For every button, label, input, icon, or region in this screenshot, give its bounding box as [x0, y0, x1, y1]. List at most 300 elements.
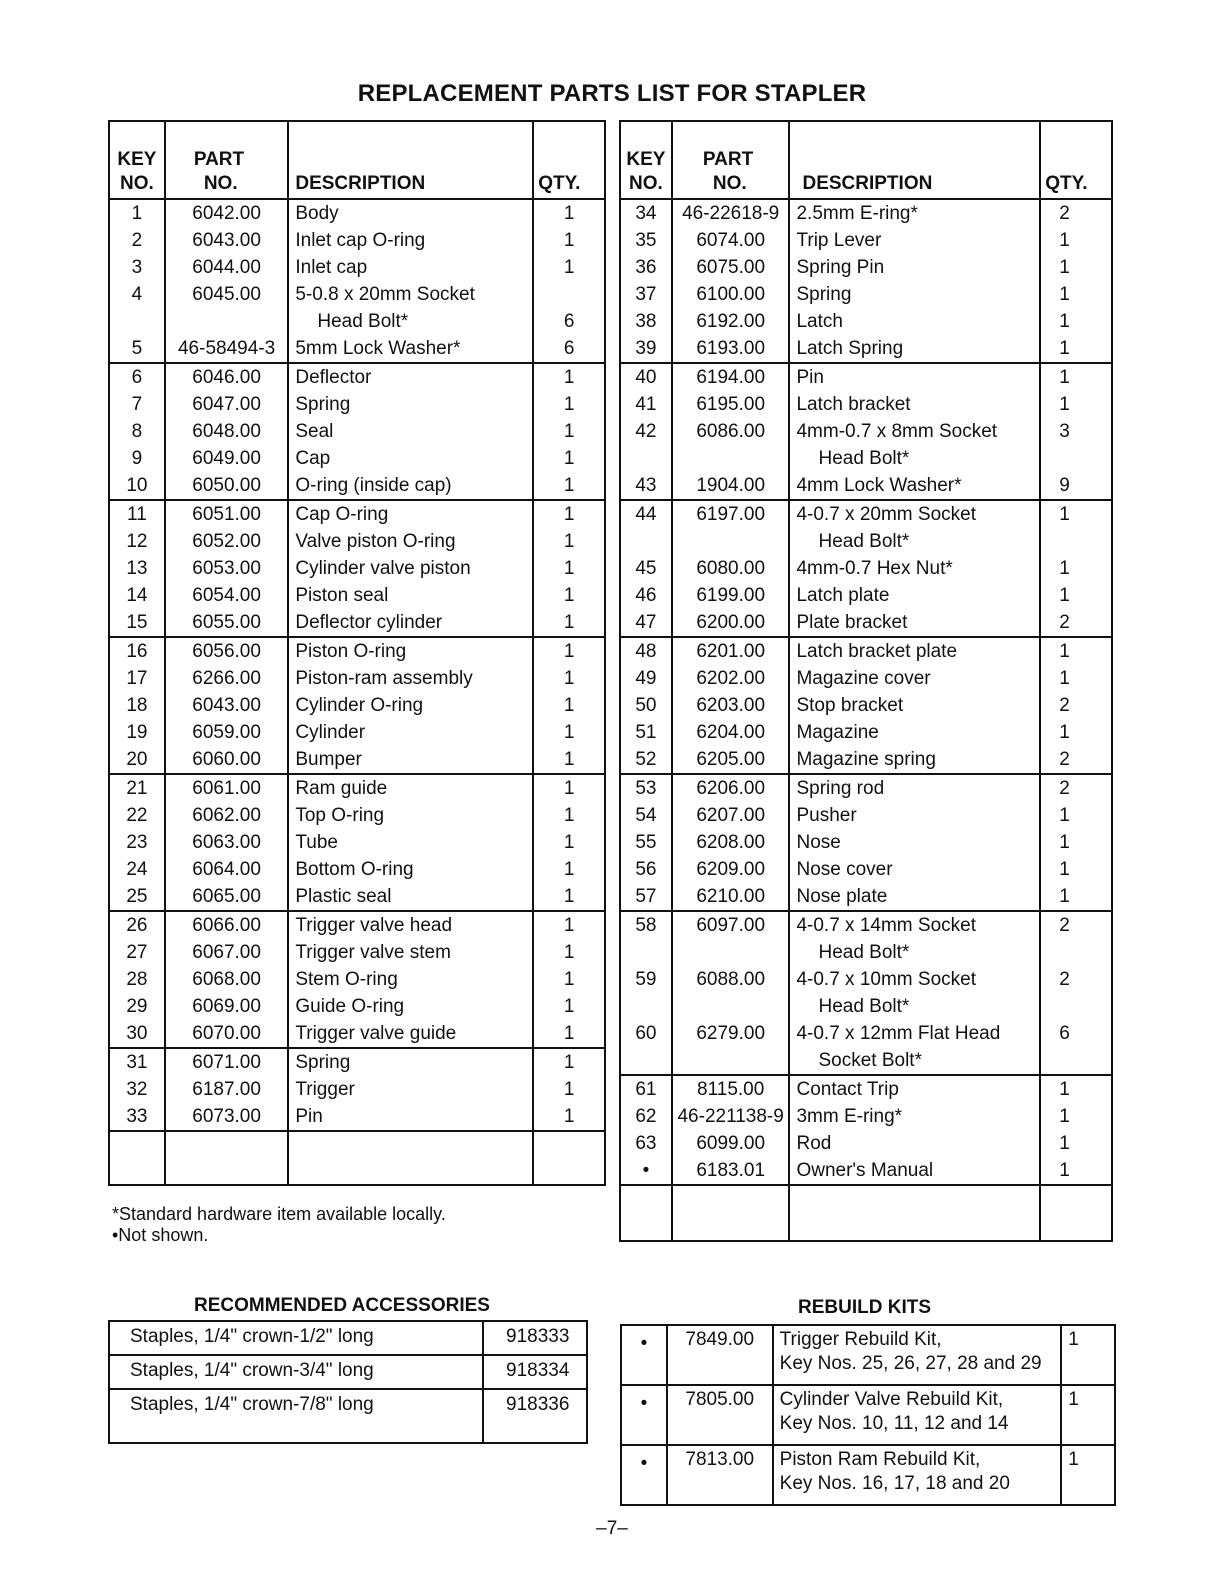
quantity: 1 [1040, 254, 1112, 281]
quantity: 1 [1040, 391, 1112, 418]
quantity: 1 [533, 829, 605, 856]
key-number: 44 [620, 500, 672, 555]
accessory-part-number: 918334 [483, 1355, 587, 1389]
quantity: 2 [1040, 692, 1112, 719]
description-text: Bumper [295, 749, 362, 770]
part-number: 6061.00 [165, 774, 289, 802]
part-number: 6187.00 [165, 1076, 289, 1103]
description-text: Spring [295, 1052, 351, 1073]
description-text: Plate bracket [796, 612, 908, 633]
key-number: 20 [109, 746, 165, 774]
accessory-part-number: 918333 [483, 1321, 587, 1355]
quantity: 2 [1040, 966, 1112, 1020]
part-number: 6193.00 [672, 335, 790, 363]
part-description [288, 665, 533, 692]
part-number: 6195.00 [672, 391, 790, 418]
quantity: 1 [533, 1048, 605, 1076]
part-description [789, 1103, 1040, 1130]
key-number: 46 [620, 582, 672, 609]
kit-name: Trigger Rebuild Kit, [779, 1329, 942, 1350]
description-text: Body [295, 203, 339, 224]
part-description [789, 1020, 1040, 1075]
table-row [620, 199, 1112, 227]
quantity: 2 [1040, 911, 1112, 966]
part-number: 6051.00 [165, 500, 289, 528]
rebuild-kits-table [620, 1324, 1116, 1506]
part-description [288, 1020, 533, 1048]
part-description [789, 883, 1040, 911]
quantity: 1 [533, 1076, 605, 1103]
part-description [789, 254, 1040, 281]
rebuild-kits-heading: REBUILD KITS [798, 1297, 931, 1318]
kit-key-numbers: Key Nos. 25, 26, 27, 28 and 29 [779, 1353, 1042, 1374]
part-number: 6201.00 [672, 637, 790, 665]
key-number: 33 [109, 1103, 165, 1131]
description-text: Trip Lever [796, 230, 882, 251]
part-number: 6073.00 [165, 1103, 289, 1131]
quantity: 2 [1040, 774, 1112, 802]
key-header: KEY NO. [620, 121, 672, 199]
key-header: KEY NO. [109, 121, 165, 199]
description-header: DESCRIPTION [789, 121, 1040, 199]
key-number: • [620, 1157, 672, 1185]
key-number: 7 [109, 391, 165, 418]
table-row [109, 1076, 605, 1103]
quantity: 1 [533, 746, 605, 774]
part-number: 6183.01 [672, 1157, 790, 1185]
quantity: 1 [1040, 281, 1112, 308]
key-number: 23 [109, 829, 165, 856]
key-number: 38 [620, 308, 672, 335]
key-number: 43 [620, 472, 672, 500]
key-number: 24 [109, 856, 165, 883]
part-number: 6064.00 [165, 856, 289, 883]
part-number: 6202.00 [672, 665, 790, 692]
key-number: 19 [109, 719, 165, 746]
part-description [789, 308, 1040, 335]
quantity: 1 [1040, 227, 1112, 254]
part-description [288, 445, 533, 472]
table-row [109, 555, 605, 582]
description-continuation: Head Bolt* [317, 311, 409, 332]
accessories-table [108, 1320, 588, 1444]
part-number: 6071.00 [165, 1048, 289, 1076]
accessory-description: Staples, 1/4" crown-7/8" long [130, 1394, 374, 1415]
quantity: 1 [1040, 335, 1112, 363]
table-row [620, 582, 1112, 609]
part-description [288, 254, 533, 281]
key-number: 49 [620, 665, 672, 692]
part-number: 6043.00 [165, 692, 289, 719]
key-number: 18 [109, 692, 165, 719]
quantity: 1 [1040, 665, 1112, 692]
rebuild-kit-row [621, 1445, 1115, 1505]
quantity: 1 [1040, 856, 1112, 883]
accessory-part-number: 918336 [483, 1389, 587, 1443]
description-text: Spring [295, 394, 351, 415]
part-description [789, 1075, 1040, 1103]
table-row [620, 746, 1112, 774]
part-number: 6045.00 [165, 281, 289, 335]
part-number: 6069.00 [165, 993, 289, 1020]
description-text: Tube [295, 832, 338, 853]
table-row [620, 802, 1112, 829]
part-description [789, 555, 1040, 582]
part-number: 6054.00 [165, 582, 289, 609]
key-number: 42 [620, 418, 672, 472]
quantity: 1 [533, 363, 605, 391]
part-number: 6279.00 [672, 1020, 790, 1075]
key-number: 52 [620, 746, 672, 774]
part-number: 6049.00 [165, 445, 289, 472]
table-row [620, 555, 1112, 582]
quantity: 1 [533, 528, 605, 555]
table-row [620, 609, 1112, 637]
key-number: 26 [109, 911, 165, 939]
part-description [288, 746, 533, 774]
part-description [789, 227, 1040, 254]
part-number: 6042.00 [165, 199, 289, 227]
parts-table-right [619, 120, 1113, 1242]
description-text: 4-0.7 x 20mm Socket [796, 504, 976, 525]
description-text: Seal [295, 421, 334, 442]
description-text: Cylinder [295, 722, 366, 743]
key-number: 41 [620, 391, 672, 418]
page-title: REPLACEMENT PARTS LIST FOR STAPLER [357, 80, 867, 107]
quantity: 1 [533, 1020, 605, 1048]
table-row [109, 281, 605, 335]
table-row [109, 856, 605, 883]
part-description [789, 665, 1040, 692]
part-description [288, 1103, 533, 1131]
key-number: 2 [109, 227, 165, 254]
description-text: O-ring (inside cap) [295, 475, 452, 496]
description-text: Trigger valve guide [295, 1023, 457, 1044]
table-row [620, 1103, 1112, 1130]
part-number: 6208.00 [672, 829, 790, 856]
key-number: 29 [109, 993, 165, 1020]
accessories-heading: RECOMMENDED ACCESSORIES [194, 1295, 490, 1316]
part-number: 6197.00 [672, 500, 790, 555]
part-description [288, 281, 533, 335]
part-description [789, 609, 1040, 637]
description-text: Latch bracket plate [796, 641, 958, 662]
table-row [109, 993, 605, 1020]
part-number: 6207.00 [672, 802, 790, 829]
part-description [789, 692, 1040, 719]
part-number: 6210.00 [672, 883, 790, 911]
table-row [109, 911, 605, 939]
description-text: Inlet cap [295, 257, 368, 278]
part-number: 6052.00 [165, 528, 289, 555]
table-row [109, 829, 605, 856]
empty-cell [288, 1131, 533, 1185]
table-row [109, 746, 605, 774]
description-text: Valve piston O-ring [295, 531, 456, 552]
quantity: 1 [533, 911, 605, 939]
description-continuation: Socket Bolt* [818, 1050, 922, 1071]
part-number: 6048.00 [165, 418, 289, 445]
quantity: 1 [1040, 719, 1112, 746]
description-text: 3mm E-ring* [796, 1106, 903, 1127]
part-description [789, 856, 1040, 883]
description-text: Cylinder O-ring [295, 695, 424, 716]
description-text: Cap [295, 448, 331, 469]
part-description [789, 911, 1040, 966]
key-number: 16 [109, 637, 165, 665]
table-row [109, 939, 605, 966]
part-description [789, 746, 1040, 774]
table-row [620, 856, 1112, 883]
table-row [620, 227, 1112, 254]
part-number: 46-221138-9 [672, 1103, 790, 1130]
part-description [789, 774, 1040, 802]
part-number: 6206.00 [672, 774, 790, 802]
description-text: Piston-ram assembly [295, 668, 473, 689]
part-description [288, 582, 533, 609]
table-row [109, 418, 605, 445]
description-text: 4-0.7 x 10mm Socket [796, 969, 976, 990]
quantity: 1 [533, 665, 605, 692]
key-number: 57 [620, 883, 672, 911]
key-number: 48 [620, 637, 672, 665]
part-description [288, 528, 533, 555]
quantity: 2 [1040, 746, 1112, 774]
quantity: 1 [1040, 637, 1112, 665]
key-number: 3 [109, 254, 165, 281]
table-spacer-row [620, 1185, 1112, 1241]
description-text: Trigger valve head [295, 915, 453, 936]
empty-cell [672, 1185, 790, 1241]
part-description [288, 637, 533, 665]
description-text: Ram guide [295, 778, 388, 799]
kit-name: Piston Ram Rebuild Kit, [779, 1449, 981, 1470]
part-description [288, 692, 533, 719]
key-number: 5 [109, 335, 165, 363]
part-number: 6062.00 [165, 802, 289, 829]
quantity: 1 [533, 883, 605, 911]
key-number: 34 [620, 199, 672, 227]
description-text: Pusher [796, 805, 857, 826]
table-row [109, 472, 605, 500]
key-number: 11 [109, 500, 165, 528]
description-continuation: Head Bolt* [818, 531, 910, 552]
quantity: 1 [533, 500, 605, 528]
table-row [109, 335, 605, 363]
quantity: 1 [533, 418, 605, 445]
description-text: Pin [295, 1106, 323, 1127]
part-header: PART NO. [672, 121, 790, 199]
part-number: 6266.00 [165, 665, 289, 692]
description-text: Piston O-ring [295, 641, 407, 662]
part-description [288, 774, 533, 802]
key-number: 4 [109, 281, 165, 335]
key-number: 54 [620, 802, 672, 829]
description-text: Deflector [295, 367, 372, 388]
key-number: 55 [620, 829, 672, 856]
description-text: 4mm-0.7 x 8mm Socket [796, 421, 998, 442]
part-number: 6205.00 [672, 746, 790, 774]
accessory-row [109, 1389, 587, 1443]
part-description [789, 1157, 1040, 1185]
quantity: 1 [533, 391, 605, 418]
kit-description [773, 1445, 1062, 1505]
table-row [620, 966, 1112, 1020]
table-row [109, 966, 605, 993]
quantity: 1 [533, 692, 605, 719]
part-description [288, 199, 533, 227]
description-text: Latch plate [796, 585, 890, 606]
quantity: 1 [1040, 829, 1112, 856]
table-row [620, 829, 1112, 856]
key-number: 60 [620, 1020, 672, 1075]
description-text: Top O-ring [295, 805, 385, 826]
table-row [620, 637, 1112, 665]
key-number: 63 [620, 1130, 672, 1157]
accessory-description: Staples, 1/4" crown-1/2" long [109, 1321, 483, 1355]
description-text: 5-0.8 x 20mm Socket [295, 284, 475, 305]
part-header: PART NO. [165, 121, 289, 199]
part-number: 6100.00 [672, 281, 790, 308]
description-header: DESCRIPTION [288, 121, 533, 199]
part-number: 6046.00 [165, 363, 289, 391]
description-text: 4-0.7 x 14mm Socket [796, 915, 976, 936]
part-description [288, 966, 533, 993]
table-row [109, 719, 605, 746]
kit-description [773, 1325, 1062, 1385]
empty-cell [165, 1131, 289, 1185]
part-description [288, 500, 533, 528]
part-number: 6055.00 [165, 609, 289, 637]
key-number: 30 [109, 1020, 165, 1048]
table-row [109, 199, 605, 227]
quantity: 1 [533, 966, 605, 993]
description-text: Owner's Manual [796, 1160, 934, 1181]
table-row [620, 1157, 1112, 1185]
quantity: 1 [1040, 582, 1112, 609]
part-description [288, 391, 533, 418]
description-text: Magazine cover [796, 668, 931, 689]
key-number: 10 [109, 472, 165, 500]
qty-header: QTY. [533, 121, 605, 199]
key-number: 59 [620, 966, 672, 1020]
quantity: 6 [533, 335, 605, 363]
table-row [109, 363, 605, 391]
part-description [789, 335, 1040, 363]
description-text: Spring rod [796, 778, 885, 799]
key-number: 40 [620, 363, 672, 391]
part-description [288, 335, 533, 363]
part-description [288, 993, 533, 1020]
kit-quantity: 1 [1061, 1445, 1115, 1505]
part-description [789, 363, 1040, 391]
quantity: 1 [1040, 555, 1112, 582]
table-row [109, 254, 605, 281]
description-text: 5mm Lock Washer* [295, 338, 461, 359]
quantity: 2 [1040, 199, 1112, 227]
table-row [620, 254, 1112, 281]
key-number: 15 [109, 609, 165, 637]
quantity: 1 [1040, 308, 1112, 335]
part-number: 6060.00 [165, 746, 289, 774]
quantity: 1 [533, 555, 605, 582]
key-number: 14 [109, 582, 165, 609]
description-text: Stop bracket [796, 695, 904, 716]
description-text: 4mm Lock Washer* [796, 475, 962, 496]
part-number: 6053.00 [165, 555, 289, 582]
quantity: 1 [533, 993, 605, 1020]
part-number: 6067.00 [165, 939, 289, 966]
table-row [620, 911, 1112, 966]
kit-description [773, 1385, 1062, 1445]
key-number: 22 [109, 802, 165, 829]
part-description [789, 1130, 1040, 1157]
part-description [288, 911, 533, 939]
key-number: 58 [620, 911, 672, 966]
quantity: 1 [533, 802, 605, 829]
key-number: 47 [620, 609, 672, 637]
description-text: Spring [796, 284, 852, 305]
page-number: –7– [596, 1518, 628, 1539]
table-row [109, 774, 605, 802]
not-shown-bullet: • [621, 1385, 667, 1445]
part-number: 1904.00 [672, 472, 790, 500]
part-description [288, 856, 533, 883]
table-row [620, 1020, 1112, 1075]
key-number: 9 [109, 445, 165, 472]
key-number: 36 [620, 254, 672, 281]
part-number: 6080.00 [672, 555, 790, 582]
description-text: Latch [796, 311, 843, 332]
part-number: 6068.00 [165, 966, 289, 993]
description-text: Magazine spring [796, 749, 936, 770]
part-number: 6050.00 [165, 472, 289, 500]
key-number: 35 [620, 227, 672, 254]
part-description [789, 829, 1040, 856]
description-text: Guide O-ring [295, 996, 405, 1017]
key-number: 13 [109, 555, 165, 582]
description-text: 4mm-0.7 Hex Nut* [796, 558, 953, 579]
quantity: 6 [533, 281, 605, 335]
description-continuation: Head Bolt* [818, 942, 910, 963]
description-text: Trigger [295, 1079, 355, 1100]
key-number: 56 [620, 856, 672, 883]
part-number: 6056.00 [165, 637, 289, 665]
description-text: 4-0.7 x 12mm Flat Head [796, 1023, 1001, 1044]
part-description [288, 939, 533, 966]
table-row [109, 609, 605, 637]
part-number: 6097.00 [672, 911, 790, 966]
part-number: 6192.00 [672, 308, 790, 335]
key-number: 51 [620, 719, 672, 746]
empty-cell [789, 1185, 1040, 1241]
description-continuation: Head Bolt* [818, 996, 910, 1017]
qty-header: QTY. [1040, 121, 1112, 199]
table-row [109, 500, 605, 528]
description-text: Stem O-ring [295, 969, 398, 990]
table-row [109, 637, 605, 665]
part-number: 6075.00 [672, 254, 790, 281]
parts-body-right [620, 199, 1112, 1241]
description-text: Bottom O-ring [295, 859, 414, 880]
empty-cell [109, 1131, 165, 1185]
key-number: 17 [109, 665, 165, 692]
quantity: 1 [1040, 1130, 1112, 1157]
rebuild-kit-row [621, 1385, 1115, 1445]
description-text: Nose [796, 832, 841, 853]
quantity: 1 [533, 1103, 605, 1131]
table-row [620, 883, 1112, 911]
